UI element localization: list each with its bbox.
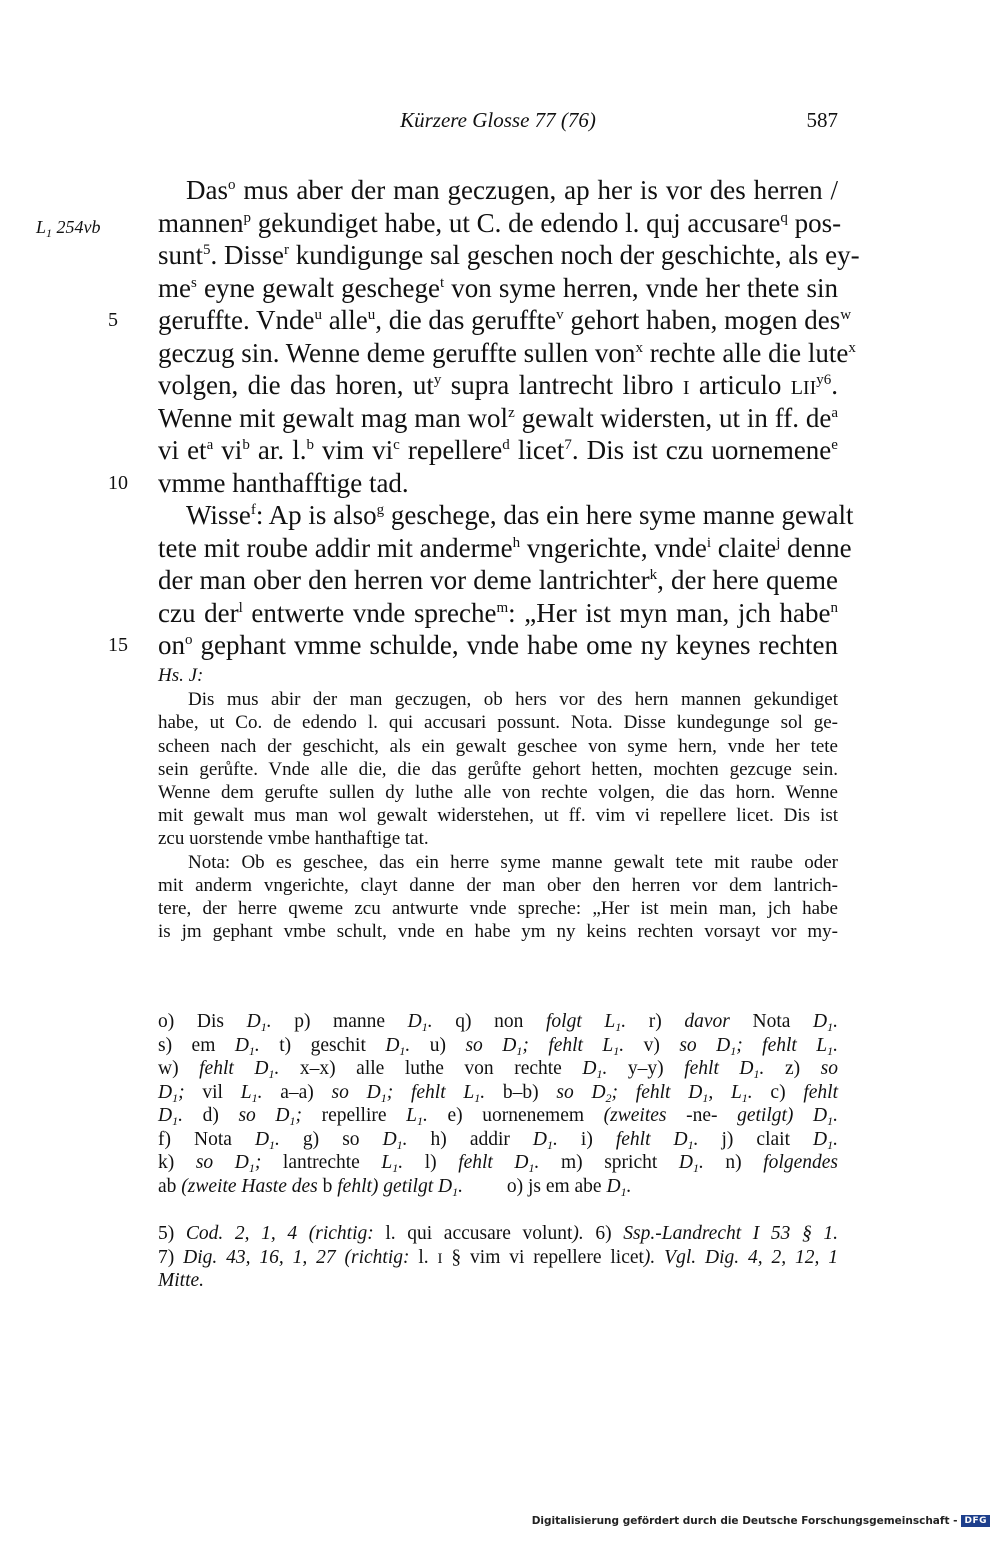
margin-reference: $L_1$ 254vb (36, 216, 101, 240)
manuscript-variant-block (158, 664, 838, 943)
variant-line: is jm gephant vmbe schult, vnde en habe ym ny keins rechten vorsayt vor my- (158, 921, 838, 943)
apparatus-line: $D_1$. d) so $D_1$; repellire $L_1$. e) uornenemem (zweites -ne- getilgt) $D_1$. (158, 1105, 838, 1128)
variant-line: Wenne dem gerufte sullen dy luthe alle von rechte volgen, die das horn. Wenne (158, 781, 838, 803)
digitization-credit (532, 1512, 990, 1530)
running-head (158, 108, 838, 138)
text-line: Wenne mit gewalt mag man wol$^z$ gewalt widersten, ut in ff. $de^a$ (158, 402, 839, 433)
text-line: $L_1$ 254vb mannen$^p$ gekundiget habe, ut C. de edendo l. quj accusare$^q$ pos- (158, 207, 838, 240)
text-line: tete mit roube addir mit anderme$^h$ vngerichte, vnde$^i$ claite$^j$ denne (158, 532, 852, 563)
reference-line: 5) Cod. 2, 1, 4 (richtig: l. qui accusare volunt). 6) Ssp.-Landrecht I 53 § 1. (158, 1223, 839, 1244)
apparatus-line: f) Nota $D_1$. g) so $D_1$. h) addir $D_1$. i) fehlt $D_1$. j) clait $D_1$. (158, 1128, 838, 1152)
variant-line: tere, der herre qweme zcu antwurte vnde spreche: „Her ist mein man, jch habe (158, 897, 838, 919)
text-line: 15 $on^o$ gephant vmme schulde, vnde habe ome ny keynes rechten (108, 630, 838, 660)
reference-line: Mitte. (158, 1270, 205, 1291)
page-number: 587 (806, 108, 838, 132)
variant-line: Dis mus abir der man geczugen, ob hers vor des hern mannen gekundiget (188, 689, 838, 711)
source-references (158, 1222, 838, 1293)
variant-line: sein gerůfte. Vnde alle die, die das gerůfte gehort hetten, mochten gezcuge sein. (158, 758, 838, 780)
running-title: Kürzere Glosse 77 (76) (400, 108, 596, 132)
variant-line: habe, ut Co. de edendo l. qui accusari possunt. Nota. Disse kundegunge sol ge- (158, 712, 838, 734)
main-text (36, 174, 860, 662)
variant-line: mit gewalt mus man wol gewalt widerstehen, ut ff. vim vi repellere licet. Dis ist (158, 805, 838, 827)
critical-apparatus (158, 1010, 838, 1198)
text-line: Wisse$^f$: Ap is also$^g$ geschege, das ein here syme manne gewalt (186, 500, 854, 530)
variant-line: zcu uorstende vmbe hanthaftige tat. (158, 828, 429, 850)
apparatus-line: w) fehlt $D_1$. x–x) alle luthe von rechte $D_1$. y–y) fehlt $D_1$. z) so (158, 1058, 838, 1081)
apparatus-line: o) Dis $D_1$. p) manne $D_1$. q) non folgt $L_1$. r) davor Nota $D_1$. (158, 1011, 838, 1034)
text-line: geczug sin. Wenne deme geruffte sullen von$^x$ rechte alle die lute$^x$ (158, 337, 856, 368)
text-line: czu der$^l$ entwerte vnde spreche$^m$: „Her ist myn man, jch habe$^n$ (158, 597, 838, 628)
text-line: 5 geruffte. Vnde$^u$ alle$^u$, die das geruffte$^v$ gehort haben, mogen des$^w$ (108, 305, 852, 335)
text-line: der man ober den herren vor deme lantrichter$^k$, der here queme (158, 565, 838, 595)
apparatus-line: s) em $D_1$. t) geschit $D_1$. u) so $D_1$; fehlt $L_1$. v) so $D_1$; fehlt $L_1$. (158, 1034, 839, 1058)
apparatus-line: ab (zweite Haste des b fehlt) getilgt $D_1$. o) js em abe $D_1$. (158, 1175, 632, 1199)
apparatus-line: k) so $D_1$; lantrechte $L_1$. l) fehlt $D_1$. m) spricht $D_1$. n) folgendes (158, 1152, 838, 1175)
variant-line: Nota: Ob es geschee, das ein herre syme manne gewalt tete mit raube oder (188, 851, 838, 873)
reference-line: 7) Dig. 43, 16, 1, 27 (richtig: l. I § vim vi repellere licet). Vgl. Dig. 4, 2, 12, 1 (158, 1246, 838, 1268)
apparatus-line: $D_1$; vil $L_1$. a–a) so $D_1$; fehlt $L_1$. b–b) so $D_2$; fehlt $D_1$, $L_1$. c) fehlt (158, 1081, 839, 1105)
manuscript-label: Hs. J: (158, 665, 204, 686)
line-number: 5 (108, 309, 118, 331)
variant-line: scheen nach der geschicht, als ein gewalt geschee von syme hern, vnde her tete (158, 735, 838, 757)
credit-text: Digitalisierung gefördert durch die Deutsche Forschungsgemeinschaft - (531, 1515, 958, 1527)
text-line: $me^s$ eyne gewalt geschege$^t$ von syme herren, vnde her thete sin (158, 272, 838, 303)
variant-line: mit anderm vngerichte, clayt danne der man ober den herren vor dem lantrich- (158, 874, 838, 896)
text-line: vi $et^a$ $vi^b$ ar. l.$^b$ vim $vi^c$ repellere$^d$ licet$^7$. Dis ist czu uornemene$^e$ (158, 435, 838, 465)
text-line: sunt$^5$. Disse$^r$ kundigunge sal geschen noch der geschichte, als ey- (158, 240, 860, 270)
dfg-logo: DFG (961, 1515, 990, 1527)
text-line: volgen, die das horen, $ut^y$ supra lantrecht libro I articulo $LII^{y6}$. (158, 370, 838, 400)
line-number: 15 (108, 634, 128, 656)
text-line: 10 vmme hanthafftige tad. (108, 467, 409, 498)
line-number: 10 (108, 471, 128, 494)
text-line: Das$^o$ mus aber der man geczugen, ap her is vor des herren / (186, 175, 838, 205)
